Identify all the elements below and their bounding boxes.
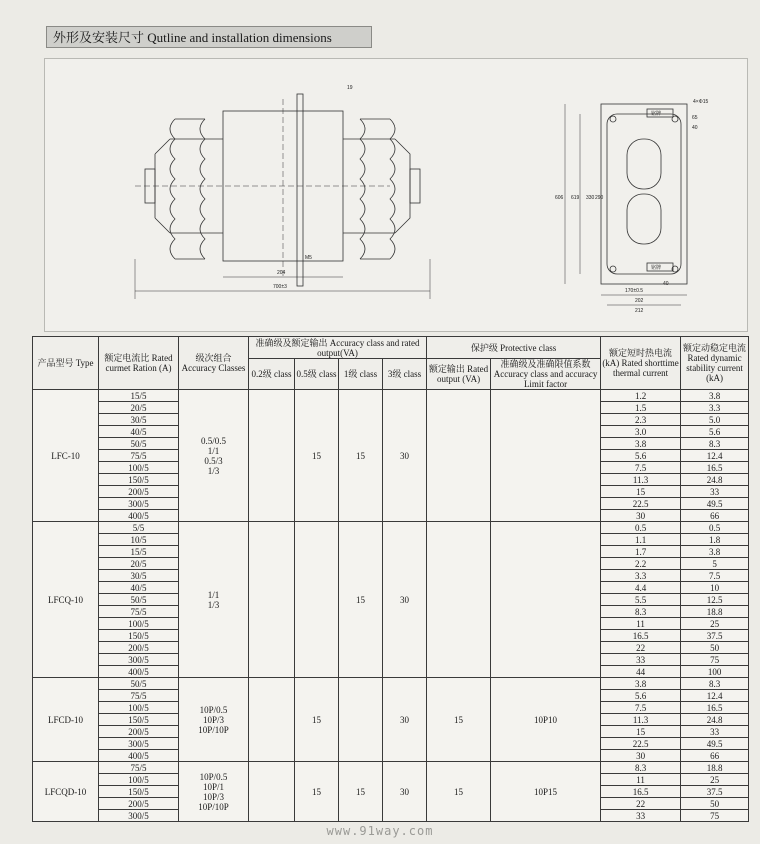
c1-cell: 15 [339,390,383,522]
rated-output-cell [427,522,491,678]
ratio-cell: 100/5 [99,462,179,474]
dynamic-cell: 16.5 [681,462,749,474]
spec-table [32,336,749,822]
header-type: 产品型号 Type [33,337,99,390]
dynamic-cell: 5.0 [681,414,749,426]
limit-factor-cell [491,390,601,522]
accuracy-cell: 10P/0.5 10P/3 10P/10P [179,678,249,762]
nameplate-bottom: 铭牌 [651,265,662,271]
thermal-cell: 15 [601,486,681,498]
dynamic-cell: 25 [681,618,749,630]
dynamic-cell: 18.8 [681,762,749,774]
rated-output-cell: 15 [427,762,491,822]
thermal-cell: 7.5 [601,462,681,474]
dim-170: 170±0.5 [625,288,644,294]
dynamic-cell: 12.5 [681,594,749,606]
accuracy-cell: 0.5/0.5 1/1 0.5/3 1/3 [179,390,249,522]
c02-cell [249,762,295,822]
dim-204: 204 [277,270,286,276]
thermal-cell: 5.6 [601,450,681,462]
dynamic-cell: 3.3 [681,402,749,414]
dim-19: 19 [347,85,353,91]
dynamic-cell: 24.8 [681,474,749,486]
thermal-cell: 5.6 [601,690,681,702]
c02-cell [249,522,295,678]
thermal-cell: 33 [601,654,681,666]
thermal-cell: 16.5 [601,786,681,798]
ratio-cell: 200/5 [99,486,179,498]
ratio-cell: 20/5 [99,402,179,414]
c02-cell [249,390,295,522]
type-cell: LFCD-10 [33,678,99,762]
ratio-cell: 300/5 [99,498,179,510]
nameplate-top: 铭牌 [651,111,662,117]
ratio-cell: 200/5 [99,798,179,810]
ratio-cell: 400/5 [99,750,179,762]
spec-table-body [33,390,749,822]
accuracy-cell: 10P/0.5 10P/1 10P/3 10P/10P [179,762,249,822]
rated-output-cell: 15 [427,678,491,762]
ratio-cell: 150/5 [99,474,179,486]
c3-cell: 30 [383,522,427,678]
dim-m5: M5 [305,255,312,261]
c3-cell: 30 [383,390,427,522]
ratio-cell: 100/5 [99,702,179,714]
thermal-cell: 1.7 [601,546,681,558]
ratio-cell: 10/5 [99,534,179,546]
thermal-cell: 22.5 [601,738,681,750]
thermal-cell: 3.8 [601,678,681,690]
watermark: www.91way.com [326,824,434,838]
thermal-cell: 16.5 [601,630,681,642]
thermal-cell: 15 [601,726,681,738]
header-c1: 1级 class [339,359,383,390]
dynamic-cell: 25 [681,774,749,786]
dim-202: 202 [635,298,644,304]
header-protective: 保护级 Protective class [427,337,601,359]
rated-output-cell [427,390,491,522]
header-output-group: 准确级及额定输出 Accuracy class and rated output(VA) [249,337,427,359]
table-row [33,522,749,534]
ratio-cell: 100/5 [99,618,179,630]
dynamic-cell: 3.8 [681,546,749,558]
dim-330: 330 [586,195,595,201]
ratio-cell: 40/5 [99,582,179,594]
thermal-cell: 7.5 [601,702,681,714]
dynamic-cell: 100 [681,666,749,678]
dynamic-cell: 5.6 [681,426,749,438]
thermal-cell: 3.3 [601,570,681,582]
type-cell: LFC-10 [33,390,99,522]
dim-holes: 4×Φ15 [693,99,709,105]
c05-cell [295,522,339,678]
thermal-cell: 11.3 [601,714,681,726]
thermal-cell: 8.3 [601,762,681,774]
header-dynamic: 额定动稳定电流 Rated dynamic stability current (kA) [681,337,749,390]
c05-cell: 15 [295,762,339,822]
dynamic-cell: 16.5 [681,702,749,714]
thermal-cell: 11.3 [601,474,681,486]
ratio-cell: 15/5 [99,546,179,558]
dim-40: 40 [663,281,669,287]
dimension-drawing [44,58,748,332]
dim-212: 212 [635,308,644,314]
c05-cell: 15 [295,390,339,522]
dim-290: 290 [595,195,604,201]
ratio-cell: 75/5 [99,606,179,618]
header-accuracy: 级次组合 Accuracy Classes [179,337,249,390]
type-cell: LFCQD-10 [33,762,99,822]
dynamic-cell: 33 [681,486,749,498]
dynamic-cell: 8.3 [681,438,749,450]
limit-factor-cell: 10P15 [491,762,601,822]
ratio-cell: 5/5 [99,522,179,534]
thermal-cell: 33 [601,810,681,822]
dim-40b: 40 [692,125,698,131]
dim-65: 65 [692,115,698,121]
dynamic-cell: 49.5 [681,738,749,750]
ratio-cell: 400/5 [99,510,179,522]
ratio-cell: 150/5 [99,714,179,726]
thermal-cell: 4.4 [601,582,681,594]
thermal-cell: 22 [601,642,681,654]
ratio-cell: 300/5 [99,654,179,666]
section-title: 外形及安装尺寸 Qutline and installation dimensions [46,26,372,48]
thermal-cell: 8.3 [601,606,681,618]
c05-cell: 15 [295,678,339,762]
ratio-cell: 50/5 [99,594,179,606]
dim-619: 619 [571,195,580,201]
ratio-cell: 150/5 [99,786,179,798]
thermal-cell: 22 [601,798,681,810]
outline-drawing-svg [45,59,747,331]
header-c02: 0.2级 class [249,359,295,390]
ratio-cell: 100/5 [99,774,179,786]
dynamic-cell: 66 [681,510,749,522]
accuracy-cell: 1/1 1/3 [179,522,249,678]
dim-606: 606 [555,195,564,201]
header-c3: 3级 class [383,359,427,390]
thermal-cell: 11 [601,618,681,630]
dynamic-cell: 24.8 [681,714,749,726]
table-row [33,678,749,690]
thermal-cell: 2.2 [601,558,681,570]
thermal-cell: 5.5 [601,594,681,606]
ratio-cell: 75/5 [99,450,179,462]
c1-cell: 15 [339,522,383,678]
ratio-cell: 30/5 [99,414,179,426]
dynamic-cell: 50 [681,798,749,810]
limit-factor-cell: 10P10 [491,678,601,762]
ratio-cell: 20/5 [99,558,179,570]
ratio-cell: 15/5 [99,390,179,402]
ratio-cell: 50/5 [99,678,179,690]
ratio-cell: 75/5 [99,762,179,774]
c3-cell: 30 [383,762,427,822]
dynamic-cell: 5 [681,558,749,570]
ratio-cell: 150/5 [99,630,179,642]
dynamic-cell: 0.5 [681,522,749,534]
thermal-cell: 1.1 [601,534,681,546]
header-c05: 0.5级 class [295,359,339,390]
ratio-cell: 200/5 [99,642,179,654]
c1-cell: 15 [339,762,383,822]
thermal-cell: 1.5 [601,402,681,414]
c02-cell [249,678,295,762]
dynamic-cell: 75 [681,654,749,666]
header-limit-factor: 准确级及准确限值系数 Accuracy class and accuracy Limit factor [491,359,601,390]
ratio-cell: 40/5 [99,426,179,438]
dynamic-cell: 7.5 [681,570,749,582]
thermal-cell: 11 [601,774,681,786]
dynamic-cell: 10 [681,582,749,594]
header-rated-output: 额定输出 Rated output (VA) [427,359,491,390]
ratio-cell: 300/5 [99,738,179,750]
table-row [33,390,749,402]
thermal-cell: 22.5 [601,498,681,510]
dynamic-cell: 50 [681,642,749,654]
dynamic-cell: 8.3 [681,678,749,690]
ratio-cell: 400/5 [99,666,179,678]
dynamic-cell: 33 [681,726,749,738]
thermal-cell: 2.3 [601,414,681,426]
dynamic-cell: 37.5 [681,630,749,642]
thermal-cell: 3.8 [601,438,681,450]
thermal-cell: 30 [601,510,681,522]
c1-cell [339,678,383,762]
dynamic-cell: 37.5 [681,786,749,798]
thermal-cell: 3.0 [601,426,681,438]
dynamic-cell: 1.8 [681,534,749,546]
thermal-cell: 1.2 [601,390,681,402]
thermal-cell: 30 [601,750,681,762]
dynamic-cell: 12.4 [681,690,749,702]
dim-700: 700±3 [273,284,287,290]
thermal-cell: 0.5 [601,522,681,534]
dynamic-cell: 18.8 [681,606,749,618]
dynamic-cell: 75 [681,810,749,822]
dynamic-cell: 66 [681,750,749,762]
ratio-cell: 200/5 [99,726,179,738]
ratio-cell: 300/5 [99,810,179,822]
type-cell: LFCQ-10 [33,522,99,678]
limit-factor-cell [491,522,601,678]
table-row [33,762,749,774]
thermal-cell: 44 [601,666,681,678]
header-thermal: 额定短时热电流(kA) Rated shorttime thermal current [601,337,681,390]
c3-cell: 30 [383,678,427,762]
dynamic-cell: 3.8 [681,390,749,402]
ratio-cell: 75/5 [99,690,179,702]
ratio-cell: 30/5 [99,570,179,582]
ratio-cell: 50/5 [99,438,179,450]
header-ratio: 额定电流比 Rated curmet Ration (A) [99,337,179,390]
dynamic-cell: 12.4 [681,450,749,462]
dynamic-cell: 49.5 [681,498,749,510]
